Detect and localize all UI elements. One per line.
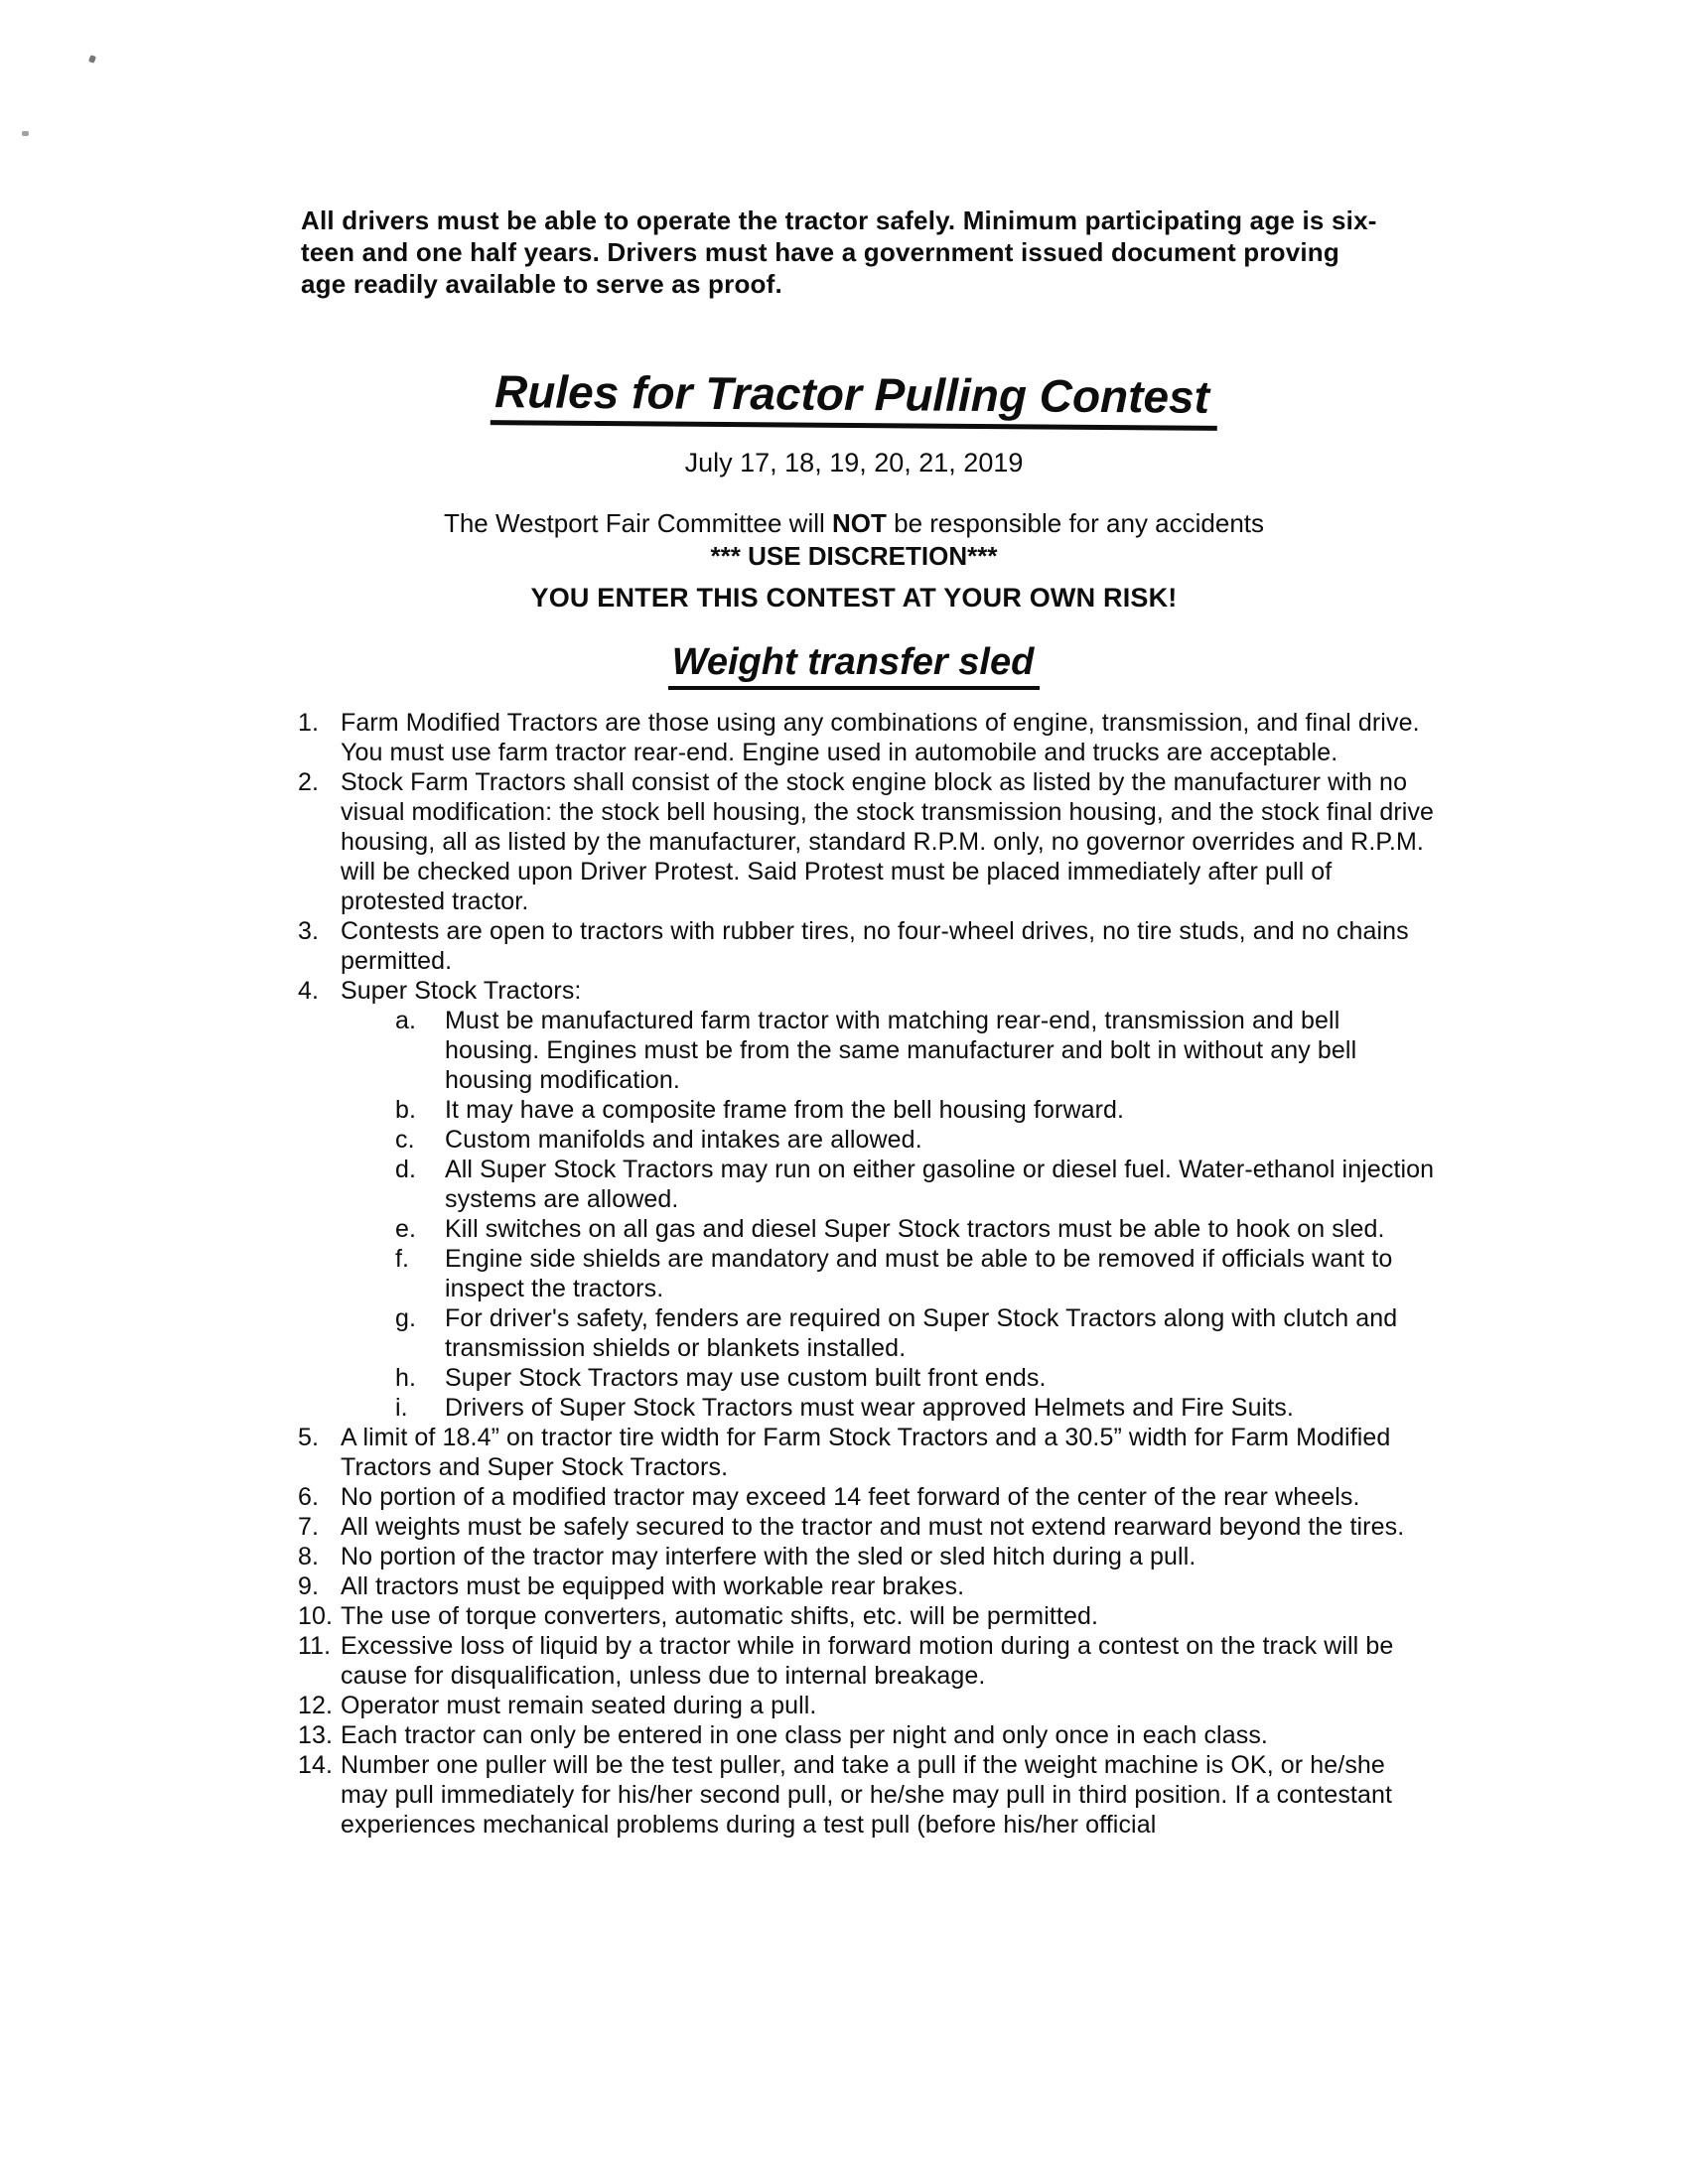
rule-number: 4. [298, 977, 320, 1005]
sub-rule-item [395, 1095, 1435, 1125]
rule-number: 8. [298, 1543, 320, 1570]
rule-text: Stock Farm Tractors shall consist of the stock engine block as listed by the manufacturer with no visual modification: the stock bell housing, the stock transmission housing, and the stock final drive housing, all as listed by the manufacturer, standard R.P.M. only, no governor overrides and R.P.M. will be checked upon Driver Protest. Said Protest must be placed immediately after pull of protested tractor. [341, 768, 1435, 915]
rule-text: All weights must be safely secured to the tractor and must not extend rearward beyond the tires. [341, 1513, 1405, 1541]
intro-line: age readily available to serve as proof. [301, 269, 782, 299]
sub-rule-text: It may have a composite frame from the bell housing forward. [445, 1096, 1125, 1124]
rule-item [298, 916, 1435, 976]
rule-item [298, 1512, 1435, 1542]
rule-number: 12. [298, 1692, 334, 1719]
rule-item [298, 767, 1435, 916]
sub-rule-letter: e. [395, 1215, 417, 1243]
sub-rule-text: Drivers of Super Stock Tractors must wear approved Helmets and Fire Suits. [445, 1394, 1294, 1422]
risk-warning-line: YOU ENTER THIS CONTEST AT YOUR OWN RISK! [530, 583, 1178, 613]
rule-item [298, 708, 1435, 767]
event-dates: July 17, 18, 19, 20, 21, 2019 [684, 448, 1024, 478]
sub-rule-letter: d. [395, 1156, 417, 1183]
rule-text: All tractors must be equipped with workable rear brakes. [341, 1572, 965, 1600]
rule-text: The use of torque converters, automatic shifts, etc. will be permitted. [341, 1602, 1098, 1630]
rule-item [298, 1720, 1435, 1750]
intro-line: All drivers must be able to operate the tractor safely. Minimum participating age is six- [301, 205, 1377, 235]
rule-item [298, 1542, 1435, 1571]
sub-rule-item [395, 1303, 1435, 1363]
rule-number: 14. [298, 1751, 334, 1779]
rule-number: 10. [298, 1602, 334, 1630]
sub-rule-item [395, 1155, 1435, 1214]
discretion-line: *** USE DISCRETION*** [710, 541, 998, 571]
rule-text: Operator must remain seated during a pull. [341, 1692, 817, 1719]
sub-rule-text: Custom manifolds and intakes are allowed. [445, 1126, 922, 1154]
rule-text: Number one puller will be the test puller, and take a pull if the weight machine is OK, or he/she may pull immediately for his/her second pull, or he/she may pull in third position. If a contestant experiences mechanical problems during a test pull (before his/her official [341, 1751, 1393, 1839]
rule-text: Contests are open to tractors with rubber tires, no four-wheel drives, no tire studs, and no chains permitted. [341, 917, 1409, 975]
rule-number: 3. [298, 917, 320, 945]
rule-number: 6. [298, 1483, 320, 1511]
sub-rule-letter: c. [395, 1126, 415, 1154]
sub-rule-text: Must be manufactured farm tractor with matching rear-end, transmission and bell housing. Engines must be from the same manufacturer and bolt in without any bell housing modification. [445, 1007, 1357, 1094]
rule-number: 9. [298, 1572, 320, 1600]
rule-number: 7. [298, 1513, 320, 1541]
section-heading-text: Weight transfer sled [668, 639, 1041, 690]
rule-number: 13. [298, 1721, 334, 1749]
rule-item [298, 1482, 1435, 1512]
rule-item [298, 1631, 1435, 1691]
rule-number: 2. [298, 768, 320, 796]
disclaimer-suffix: be responsible for any accidents [886, 508, 1265, 538]
sub-rule-letter: g. [395, 1304, 417, 1332]
disclaimer-line [278, 507, 1430, 539]
rule-item [298, 1601, 1435, 1631]
disclaimer-not: NOT [832, 508, 887, 538]
rule-text: A limit of 18.4” on tractor tire width for Farm Stock Tractors and a 30.5” width for Farm Modified Tractors and Super Stock Tractors. [341, 1424, 1391, 1481]
sub-rule-text: All Super Stock Tractors may run on either gasoline or diesel fuel. Water-ethanol injection systems are allowed. [445, 1156, 1435, 1213]
sub-rule-letter: a. [395, 1007, 417, 1034]
rule-item [298, 1750, 1435, 1840]
intro-line: teen and one half years. Drivers must have a government issued document proving [301, 237, 1339, 267]
rule-number: 1. [298, 709, 320, 737]
rule-item [298, 1691, 1435, 1720]
intro-paragraph [301, 205, 1377, 300]
sub-rule-item [395, 1363, 1435, 1393]
sub-rule-item [395, 1214, 1435, 1244]
rule-text: No portion of the tractor may interfere with the sled or sled hitch during a pull. [341, 1543, 1196, 1570]
sub-rule-text: Super Stock Tractors may use custom built front ends. [445, 1364, 1047, 1392]
rule-item [298, 1423, 1435, 1482]
sub-rules-list [395, 1006, 1435, 1423]
rule-text: Super Stock Tractors: [341, 977, 582, 1005]
sub-rule-item [395, 1244, 1435, 1303]
sub-rule-letter: f. [395, 1245, 410, 1273]
page-title-text: Rules for Tractor Pulling Contest [491, 364, 1217, 431]
rule-number: 11. [298, 1632, 332, 1660]
sub-rule-text: Engine side shields are mandatory and must be able to be removed if officials want to inspect the tractors. [445, 1245, 1393, 1302]
sub-rule-text: Kill switches on all gas and diesel Super Stock tractors must be able to hook on sled. [445, 1215, 1385, 1243]
sub-rule-item [395, 1006, 1435, 1095]
rule-text: Excessive loss of liquid by a tractor while in forward motion during a contest on the track will be cause for disqualification, unless due to internal breakage. [341, 1632, 1394, 1690]
sub-rule-letter: b. [395, 1096, 417, 1124]
rule-item [298, 976, 1435, 1423]
page-title [278, 362, 1430, 432]
sub-rule-item [395, 1393, 1435, 1423]
disclaimer-prefix: The Westport Fair Committee will [443, 508, 833, 538]
rule-text: No portion of a modified tractor may exceed 14 feet forward of the center of the rear wheels. [341, 1483, 1360, 1511]
sub-rule-letter: h. [395, 1364, 417, 1392]
rule-number: 5. [298, 1424, 320, 1451]
scan-speck [88, 55, 96, 64]
rule-text: Each tractor can only be entered in one class per night and only once in each class. [341, 1721, 1268, 1749]
sub-rule-item [395, 1125, 1435, 1155]
sub-rule-letter: i. [395, 1394, 408, 1422]
rules-list [298, 708, 1435, 1840]
rule-item [298, 1571, 1435, 1601]
scan-speck [22, 131, 29, 136]
rule-text: Farm Modified Tractors are those using any combinations of engine, transmission, and final drive. You must use farm tractor rear-end. Engine used in automobile and trucks are acceptable. [341, 709, 1420, 766]
section-heading [278, 639, 1430, 690]
sub-rule-text: For driver's safety, fenders are required on Super Stock Tractors along with clutch and transmission shields or blankets installed. [445, 1304, 1398, 1362]
